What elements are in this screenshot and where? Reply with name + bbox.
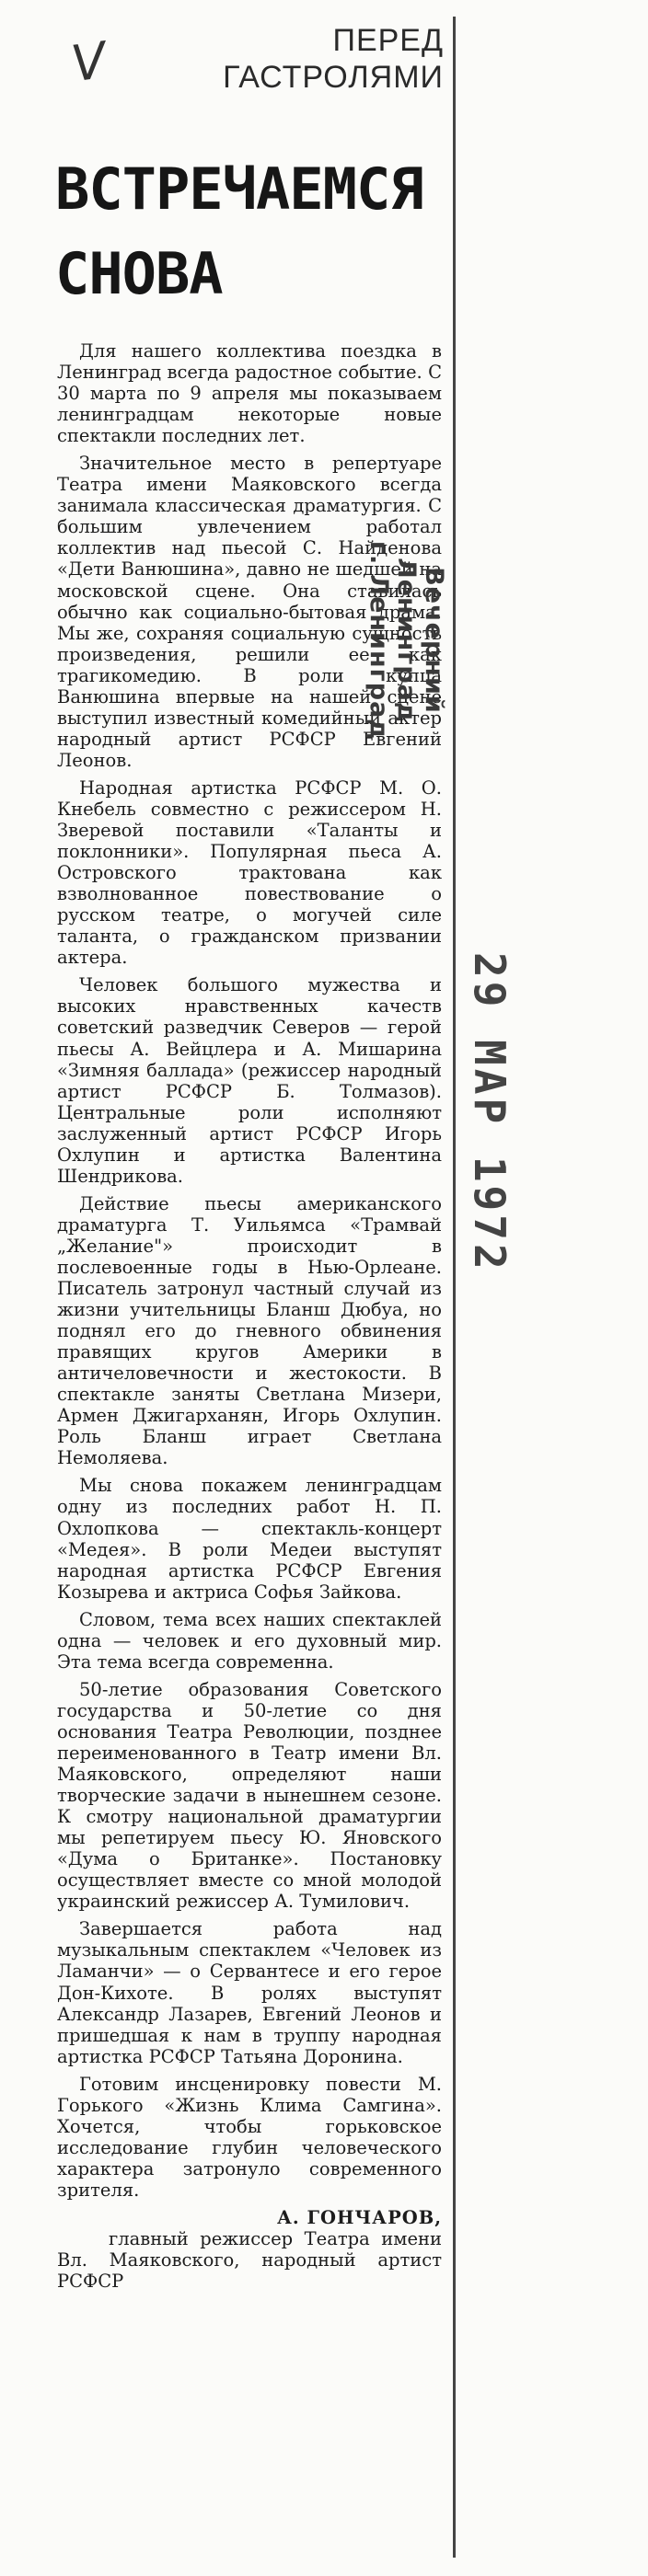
rubric-line-1: ПЕРЕД [332, 23, 444, 58]
headline-line-2: СНОВА [55, 240, 223, 307]
paragraph: Действие пьесы американского драматурга Т. Уильямса «Трамвай „Желание"» происходит в послевоенные годы в Нью-Орлеане. Писатель затронул частный случай из жизни учительницы Бланш Дюбуа, но поднял его до гневного обвинения правящих кругов Америки в античеловечности и жестокости. В спектакле заняты Светлана Мизери, Армен Джигарханян, Игорь Охлупин. Роль Бланш играет Светлана Немоляева. [57, 1192, 442, 1469]
date-stamp: 29 МАР 1972 [465, 952, 515, 1273]
paragraph: Словом, тема всех наших спектаклей одна — человек и его духовный мир. Эта тема всегда современна. [57, 1608, 442, 1673]
article-headline [55, 147, 442, 316]
paragraph: Человек большого мужества и высоких нравственных качеств советский разведчик Северов — герой пьесы А. Вейцлера и А. Мишарина «Зимняя баллада» (режиссер народный артист РСФСР Б. Толмазов). Центральные роли исполняют заслуженный артист РСФСР Игорь Охлупин и артистка Валентина Шендрикова. [57, 974, 442, 1187]
paragraph: Готовим инсценировку повести М. Горького «Жизнь Клима Самгина». Хочется, чтобы горьковское исследование глубин человеческого характера затронуло современного зрителя. [57, 2073, 442, 2201]
author-title: главный режиссер Театра имени Вл. Маяковского, народный артист РСФСР [57, 2228, 442, 2293]
paragraph: Для нашего коллектива поездка в Ленинград всегда радостное событие. С 30 марта по 9 апреля мы показываем ленинградцам некоторые новые спектакли последних лет. [57, 340, 442, 447]
rubric-line-2: ГАСТРОЛЯМИ [223, 60, 444, 95]
stamp-line-1: Вечерний Ленинград [392, 558, 448, 723]
headline-line-1: ВСТРЕЧАЕМСЯ [55, 155, 423, 223]
stamp-line-2: г. Ленинград [364, 540, 393, 741]
newspaper-stamp [364, 501, 448, 774]
paragraph: 50-летие образования Советского государства и 50-летие со дня основания Театра Революции, позднее переименованного в Театр имени Вл. Маяковского, определяют наши творческие задачи в нынешнем сезоне. К смотру национальной драматургии мы репетируем пьесу Ю. Яновского «Дума о Британке». Постановку осуществляет вместе со мной молодой украинский режиссер А. Тумилович. [57, 1678, 442, 1913]
paragraph: Народная артистка РСФСР М. О. Кнебель совместно с режиссером Н. Зверевой поставили «Таланты и поклонники». Популярная пьеса А. Островского трактована как взволнованное повествование о русском театре, о могучей силе таланта, о гражданском призвании актера. [57, 776, 442, 969]
column-divider [453, 17, 456, 2558]
paragraph: Завершается работа над музыкальным спектаклем «Человек из Ламанчи» — о Сервантесе и его герое Дон-Кихоте. В ролях выступят Александр Лазарев, Евгений Леонов и пришедшая к нам в труппу народная артистка РСФСР Татьяна Доронина. [57, 1918, 442, 2067]
handwritten-checkmark: V [67, 30, 110, 94]
author-name: А. ГОНЧАРОВ, [277, 2206, 442, 2228]
rubric-heading [193, 22, 444, 96]
paragraph: Мы снова покажем ленинградцам одну из последних работ Н. П. Охлопкова — спектакль-концерт «Медея». В роли Медеи выступят народная артистка РСФСР Евгения Козырева и актриса Софья Зайкова. [57, 1475, 442, 1603]
paragraph: Значительное место в репертуаре Театра имени Маяковского всегда занимала классическая драматургия. С большим увлечением работал коллектив над пьесой С. Найденова «Дети Ванюшина», давно не шедшей на московской сцене. Она ставилась обычно как социально-бытовая драма. Мы же, сохраняя социальную сущность произведения, решили ее как трагикомедию. В роли купца Ванюшина впервые на нашей сцене выступил известный комедийный актер народный артист РСФСР Евгений Леонов. [57, 453, 442, 771]
